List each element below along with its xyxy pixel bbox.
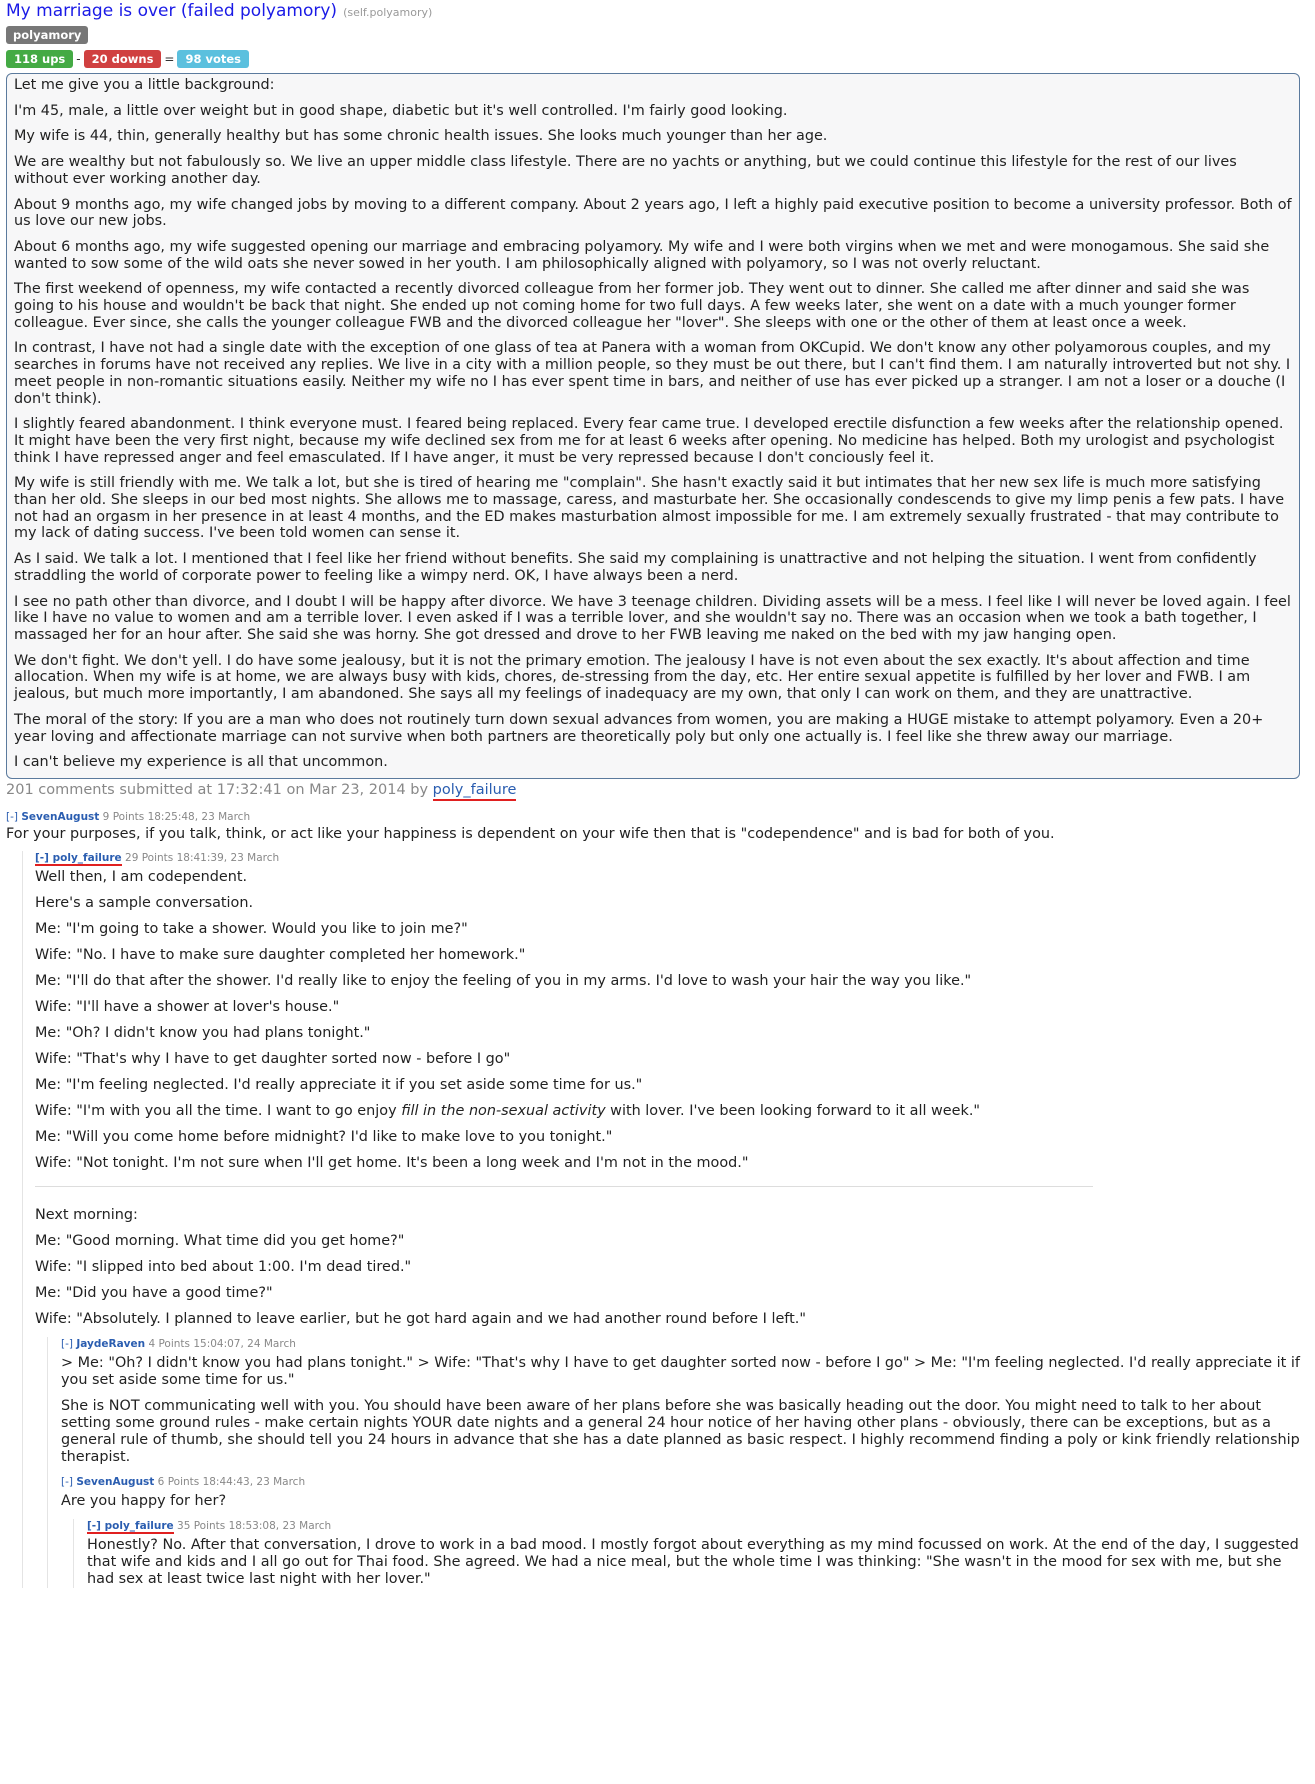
- op-author-group: [35, 852, 122, 866]
- horizontal-rule: [35, 1186, 1093, 1187]
- comment-author[interactable]: poly_failure: [52, 851, 122, 864]
- comment-header: [6, 810, 1309, 824]
- comment-meta: 4 Points 15:04:07, 24 March: [148, 1337, 296, 1350]
- post-paragraph: I see no path other than divorce, and I doubt I will be happy after divorce. We have 3 teenage children. Dividing assets will be a mess. I feel like I will never be loved again. I feel like I have no value to women and am a terrible lover. I even asked if I was a terrible lover, and she wouldn't say no. There was an occasion when we took a bath together, I massaged her for an hour after. She said she was horny. She got dressed and drove to her FWB leaving me naked on the bed with my jaw hanging open.: [14, 593, 1291, 643]
- comment-line: Me: "I'm going to take a shower. Would you like to join me?": [35, 920, 468, 937]
- comment-line: Next morning:: [35, 1206, 138, 1223]
- flair-badge: polyamory: [6, 26, 88, 44]
- comment-line: Me: "I'm feeling neglected. I'd really appreciate it if you set aside some time for us.": [35, 1076, 643, 1093]
- comment-body: [61, 1355, 1309, 1466]
- comment-body: For your purposes, if you talk, think, or act like your happiness is dependent on your wife then that is "codependence" and is bad for both of you.: [6, 825, 1055, 842]
- comment-header: [87, 1519, 1309, 1533]
- comment-body: [35, 869, 1309, 1328]
- comment-line: Wife: "No. I have to make sure daughter completed her homework.": [35, 946, 526, 963]
- post-paragraph: About 9 months ago, my wife changed jobs by moving to a different company. About 2 years ago, I left a highly paid executive position to become a university professor. Both of us love our new jobs.: [14, 196, 1292, 230]
- comment-body: [61, 1493, 1309, 1510]
- comment-line: Wife: "That's why I have to get daughter sorted now - before I go": [35, 1050, 511, 1067]
- post-paragraph: The moral of the story: If you are a man who does not routinely turn down sexual advances from women, you are making a HUGE mistake to attempt polyamory. Even a 20+ year loving and affectionate marriage can not survive when both partners are theoretically poly but only one actually is. I feel like she threw away our marriage.: [14, 711, 1264, 745]
- post-header: [6, 0, 1309, 22]
- ups-badge: 118 ups: [6, 50, 73, 68]
- comment-author[interactable]: JaydeRaven: [76, 1337, 146, 1350]
- comment-paragraph: She is NOT communicating well with you. You should have been aware of her plans before she was basically heading out the door. You might need to talk to her about setting some ground rules - make certain nights YOUR date nights and a general 24 hour notice of her having other plans - obviously, there can be exceptions, but as a general rule of thumb, she should tell you 24 hours in advance that she has a date planned as basic respect. I highly recommend finding a poly or kink friendly relationship therapist.: [61, 1397, 1300, 1465]
- comment-paragraph: Are you happy for her?: [61, 1492, 227, 1509]
- comment-line: Me: "Oh? I didn't know you had plans tonight.": [35, 1024, 371, 1041]
- comment-line: Wife: "Not tonight. I'm not sure when I'll get home. It's been a long week and I'm not in the mood.": [35, 1154, 749, 1171]
- collapse-toggle[interactable]: [-]: [87, 1519, 101, 1532]
- submitted-line: [6, 780, 1309, 800]
- comment-author[interactable]: poly_failure: [104, 1519, 174, 1532]
- comment-line: [35, 1103, 1309, 1120]
- post-title[interactable]: My marriage is over (failed polyamory): [6, 1, 338, 21]
- comment-author[interactable]: SevenAugust: [76, 1475, 155, 1488]
- minus-sign: -: [76, 52, 81, 66]
- collapse-toggle[interactable]: [-]: [6, 810, 18, 823]
- comment-line: Wife: "I slipped into bed about 1:00. I'm dead tired.": [35, 1258, 412, 1275]
- comment-body: [87, 1537, 1309, 1588]
- votes-badge: 98 votes: [177, 50, 249, 68]
- post-body: [6, 73, 1300, 779]
- comment-line: Well then, I am codependent.: [35, 868, 248, 885]
- comment-thread: [22, 851, 1309, 1588]
- post-paragraph: I can't believe my experience is all that uncommon.: [14, 754, 388, 771]
- post-paragraph: The first weekend of openness, my wife contacted a recently divorced colleague from her former job. They went out to dinner. She called me after dinner and said she was going to his house and wouldn't be back that night. She ended up not coming home for two full days. A few weeks later, she went on a date with a much younger former colleague. Ever since, she calls the younger colleague FWB and the divorced colleague her "lover". She sleeps with one or the other of them at least once a week.: [14, 281, 1250, 331]
- comment-line: Me: "Good morning. What time did you get home?": [35, 1232, 405, 1249]
- comment: [61, 1475, 1309, 1588]
- post-paragraph: We are wealthy but not fabulously so. We live an upper middle class lifestyle. There are no yachts or anything, but we could continue this lifestyle for the rest of our lives without ever working another day.: [14, 154, 1237, 187]
- equals-sign: =: [164, 52, 175, 66]
- comment-meta: 35 Points 18:53:08, 23 March: [177, 1519, 332, 1532]
- comment-header: [35, 851, 1309, 865]
- comment-line: Me: "Did you have a good time?": [35, 1284, 273, 1301]
- emphasized-text: fill in the non-sexual activity: [401, 1102, 606, 1119]
- line-text: with lover. I've been looking forward to it all week.": [605, 1102, 981, 1119]
- downs-badge: 20 downs: [84, 50, 162, 68]
- comment-thread: [47, 1337, 1309, 1588]
- collapse-toggle[interactable]: [-]: [61, 1337, 73, 1350]
- post-paragraph: We don't fight. We don't yell. I do have some jealousy, but it is not the primary emotion. The jealousy I have is not even about the sex exactly. It's about affection and time allocation. When my wife is at home, we are always busy with kids, chores, de-stressing from the day, etc. Her entire sexual appetite is fulfilled by her lover and FWB. I am jealous, but much more importantly, I am abandoned. She says all my feelings of inadequacy are my own, that only I can work on them, and they are unattractive.: [14, 652, 1251, 703]
- comment-line: Here's a sample conversation.: [35, 894, 254, 911]
- post-paragraph: My wife is 44, thin, generally healthy but has some chronic health issues. She looks much younger than her age.: [14, 128, 828, 145]
- post-paragraph: I slightly feared abandonment. I think everyone must. I feared being replaced. Every fear came true. I developed erectile disfunction a few weeks after the relationship opened. It might have been the very first night, because my wife declined sex from me for at least 6 weeks after opening. No medicine has helped. Both my urologist and psychologist think I have repressed anger and feel emasculated. If I have anger, it must be very repressed because I don't conciously feel it.: [14, 416, 1284, 466]
- comment: [6, 810, 1309, 843]
- comment-line: Wife: "Absolutely. I planned to leave earlier, but he got hard again and we had another round before I left.": [35, 1310, 806, 1327]
- comment-meta: 29 Points 18:41:39, 23 March: [125, 851, 280, 864]
- comment-line: Me: "Will you come home before midnight? I'd like to make love to you tonight.": [35, 1128, 613, 1145]
- post-paragraph: Let me give you a little background:: [14, 77, 275, 93]
- submitted-text: 201 comments submitted at 17:32:41 on Mar 23, 2014 by: [6, 781, 429, 798]
- post-domain[interactable]: (self.polyamory): [343, 6, 433, 19]
- post-paragraph: As I said. We talk a lot. I mentioned that I feel like her friend without benefits. She said my complaining is unattractive and not helping the situation. I went from confidently straddling the world of corporate power to feeling like a wimpy nerd. OK, I have always been a nerd.: [14, 551, 1257, 584]
- collapse-toggle[interactable]: [-]: [61, 1475, 73, 1488]
- post-paragraph: About 6 months ago, my wife suggested opening our marriage and embracing polyamory. My wife and I were both virgins when we met and were monogamous. She said she wanted to sow some of the wild oats she never sowed in her youth. I am philosophically aligned with polyamory, so I was not overly reluctant.: [14, 238, 1270, 272]
- post-paragraph: In contrast, I have not had a single date with the exception of one glass of tea at Panera with a woman from OKCupid. We don't know any other polyamorous couples, and my searches in forums have not received any replies. We live in a city with a million people, so they must be out there, but I can't find them. I am naturally introverted but not shy. I meet people in non-romantic situations easily. Neither my wife no I has ever spent time in bars, and neither of use has ever picked up a stranger. I am not a loser or a douche (I don't think).: [14, 340, 1291, 407]
- collapse-toggle[interactable]: [-]: [35, 851, 49, 864]
- line-text: Wife: "I'm with you all the time. I want to go enjoy: [35, 1102, 402, 1119]
- comment-line: Wife: "I'll have a shower at lover's house.": [35, 998, 340, 1015]
- comment-quote: > Me: "Oh? I didn't know you had plans tonight." > Wife: "That's why I have to get daughter sorted now - before I go" > Me: "I'm feeling neglected. I'd really appreciate it if you set aside some time for us.": [61, 1354, 1300, 1388]
- comment-line: Me: "I'll do that after the shower. I'd really like to enjoy the feeling of you in my arms. I'd love to wash your hair the way you like.": [35, 972, 972, 989]
- op-author-group: [87, 1520, 174, 1534]
- comment-header: [61, 1337, 1309, 1351]
- comment-header: [61, 1475, 1309, 1489]
- post-paragraph: My wife is still friendly with me. We talk a lot, but she is tired of hearing me "complain". She hasn't exactly said it but intimates that her new sex life is much more satisfying than her old. She sleeps in our bed most nights. She allows me to massage, caress, and masturbate her. She occasionally condescends to give my limp penis a few pats. I have not had an orgasm in her presence in at least 4 months, and the ED makes masturbation almost impossible for me. I am extremely sexually frustrated - that may contribute to my lack of dating success. I've been told women can sense it.: [14, 475, 1285, 542]
- vote-summary: [6, 50, 1309, 70]
- comment-meta: 6 Points 18:44:43, 23 March: [157, 1475, 306, 1488]
- post-paragraph: I'm 45, male, a little over weight but in good shape, diabetic but it's well controlled. I'm fairly good looking.: [14, 102, 788, 119]
- comment-meta: 9 Points 18:25:48, 23 March: [102, 810, 251, 823]
- comment-thread: [73, 1519, 1309, 1588]
- comment-author[interactable]: SevenAugust: [21, 810, 100, 823]
- comment-paragraph: Honestly? No. After that conversation, I drove to work in a bad mood. I mostly forgot about everything as my mind focussed on work. At the end of the day, I suggested that wife and kids and I all go out for Thai food. She agreed. We had a nice meal, but the whole time I was thinking: "She wasn't in the mood for sex with me, but she had sex at least twice last night with her lover.": [87, 1536, 1299, 1587]
- post-author-link[interactable]: poly_failure: [433, 782, 517, 801]
